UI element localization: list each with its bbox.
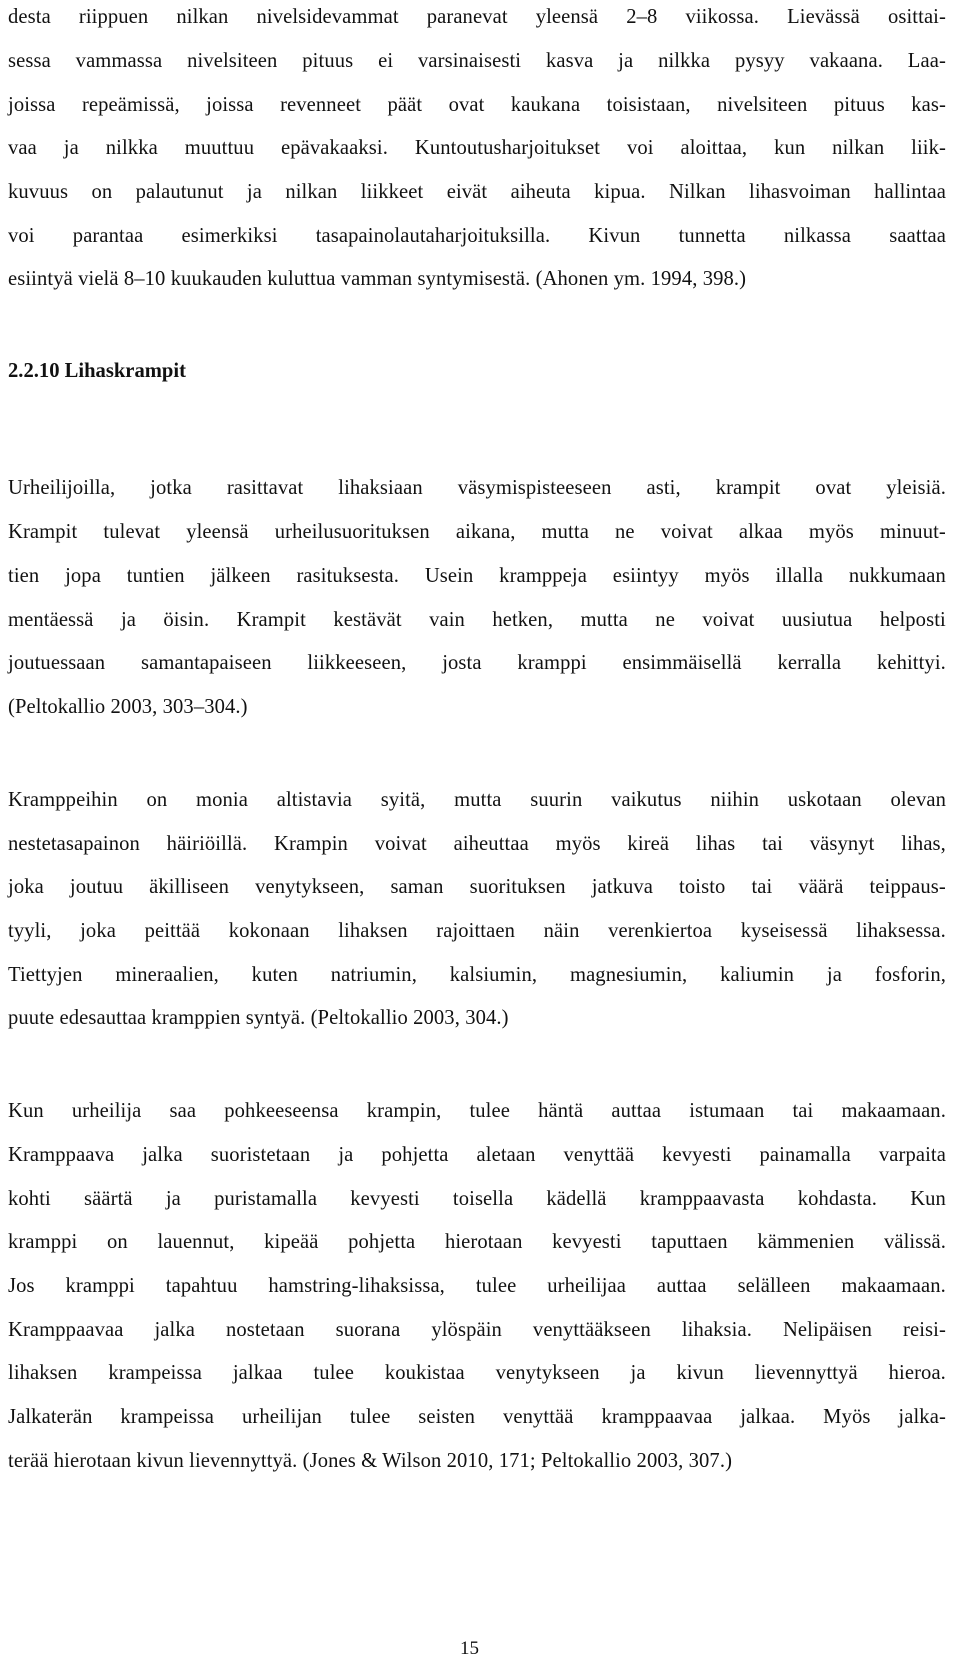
- text-line: Jalkaterän krampeissa urheilijan tulee seisten venyttää kramppaavaa jalkaa. Myös jalka-: [8, 1406, 946, 1428]
- text-line: kuvuus on palautunut ja nilkan liikkeet eivät aiheuta kipua. Nilkan lihasvoiman hallintaa: [8, 181, 946, 203]
- text-line: Kramppaavaa jalka nostetaan suorana ylöspäin venyttääkseen lihaksia. Nelipäisen reisi-: [8, 1319, 946, 1341]
- text-line: mentäessä ja öisin. Krampit kestävät vain hetken, mutta ne voivat uusiutua helposti: [8, 609, 946, 631]
- section-heading: 2.2.10 Lihaskrampit: [8, 360, 186, 382]
- text-line: joissa repeämissä, joissa revenneet päät ovat kaukana toisistaan, nivelsiteen pituus kas-: [8, 94, 946, 116]
- text-line: tien jopa tuntien jälkeen rasituksesta. Usein kramppeja esiintyy myös illalla nukkumaan: [8, 565, 946, 587]
- text-line: vaa ja nilkka muuttuu epävakaaksi. Kuntoutusharjoitukset voi aloittaa, kun nilkan liik-: [8, 137, 946, 159]
- text-line: Tiettyjen mineraalien, kuten natriumin, kalsiumin, magnesiumin, kaliumin ja fosforin,: [8, 964, 946, 986]
- text-line: esiintyä vielä 8–10 kuukauden kuluttua vamman syntymisestä. (Ahonen ym. 1994, 398.): [8, 268, 747, 290]
- text-line: Kramppeihin on monia altistavia syitä, mutta suurin vaikutus niihin uskotaan olevan: [8, 789, 946, 811]
- text-line: Kun urheilija saa pohkeeseensa krampin, tulee häntä auttaa istumaan tai makaamaan.: [8, 1100, 946, 1122]
- text-line: tyyli, joka peittää kokonaan lihaksen rajoittaen näin verenkiertoa kyseisessä lihaksessa.: [8, 920, 946, 942]
- page-number: 15: [460, 1638, 479, 1659]
- text-line: kramppi on lauennut, kipeää pohjetta hierotaan kevyesti taputtaen kämmenien välissä.: [8, 1231, 946, 1253]
- text-line: lihaksen krampeissa jalkaa tulee koukistaa venytykseen ja kivun lievennyttyä hieroa.: [8, 1362, 946, 1384]
- text-line: kohti säärtä ja puristamalla kevyesti toisella kädellä kramppaavasta kohdasta. Kun: [8, 1188, 946, 1210]
- text-line: voi parantaa esimerkiksi tasapainolautaharjoituksilla. Kivun tunnetta nilkassa saattaa: [8, 225, 946, 247]
- text-line: Urheilijoilla, jotka rasittavat lihaksiaan väsymispisteeseen asti, krampit ovat yleisiä.: [8, 477, 946, 499]
- text-line: joutuessaan samantapaiseen liikkeeseen, josta kramppi ensimmäisellä kerralla kehittyi.: [8, 652, 946, 674]
- text-line: (Peltokallio 2003, 303–304.): [8, 696, 248, 718]
- text-line: Krampit tulevat yleensä urheilusuorituksen aikana, mutta ne voivat alkaa myös minuut-: [8, 521, 946, 543]
- text-line: Kramppaava jalka suoristetaan ja pohjetta aletaan venyttää kevyesti painamalla varpaita: [8, 1144, 946, 1166]
- text-line: nestetasapainon häiriöillä. Krampin voivat aiheuttaa myös kireä lihas tai väsynyt lihas,: [8, 833, 946, 855]
- text-line: Jos kramppi tapahtuu hamstring-lihaksissa, tulee urheilijaa auttaa selälleen makaamaan.: [8, 1275, 946, 1297]
- text-line: puute edesauttaa kramppien syntyä. (Peltokallio 2003, 304.): [8, 1007, 509, 1029]
- text-line: terää hierotaan kivun lievennyttyä. (Jones & Wilson 2010, 171; Peltokallio 2003, 307.): [8, 1450, 733, 1472]
- text-line: desta riippuen nilkan nivelsidevammat paranevat yleensä 2–8 viikossa. Lievässä osittai-: [8, 6, 946, 28]
- text-line: joka joutuu äkilliseen venytykseen, saman suorituksen jatkuva toisto tai väärä teippaus-: [8, 876, 946, 898]
- text-line: sessa vammassa nivelsiteen pituus ei varsinaisesti kasva ja nilkka pysyy vakaana. Laa-: [8, 50, 946, 72]
